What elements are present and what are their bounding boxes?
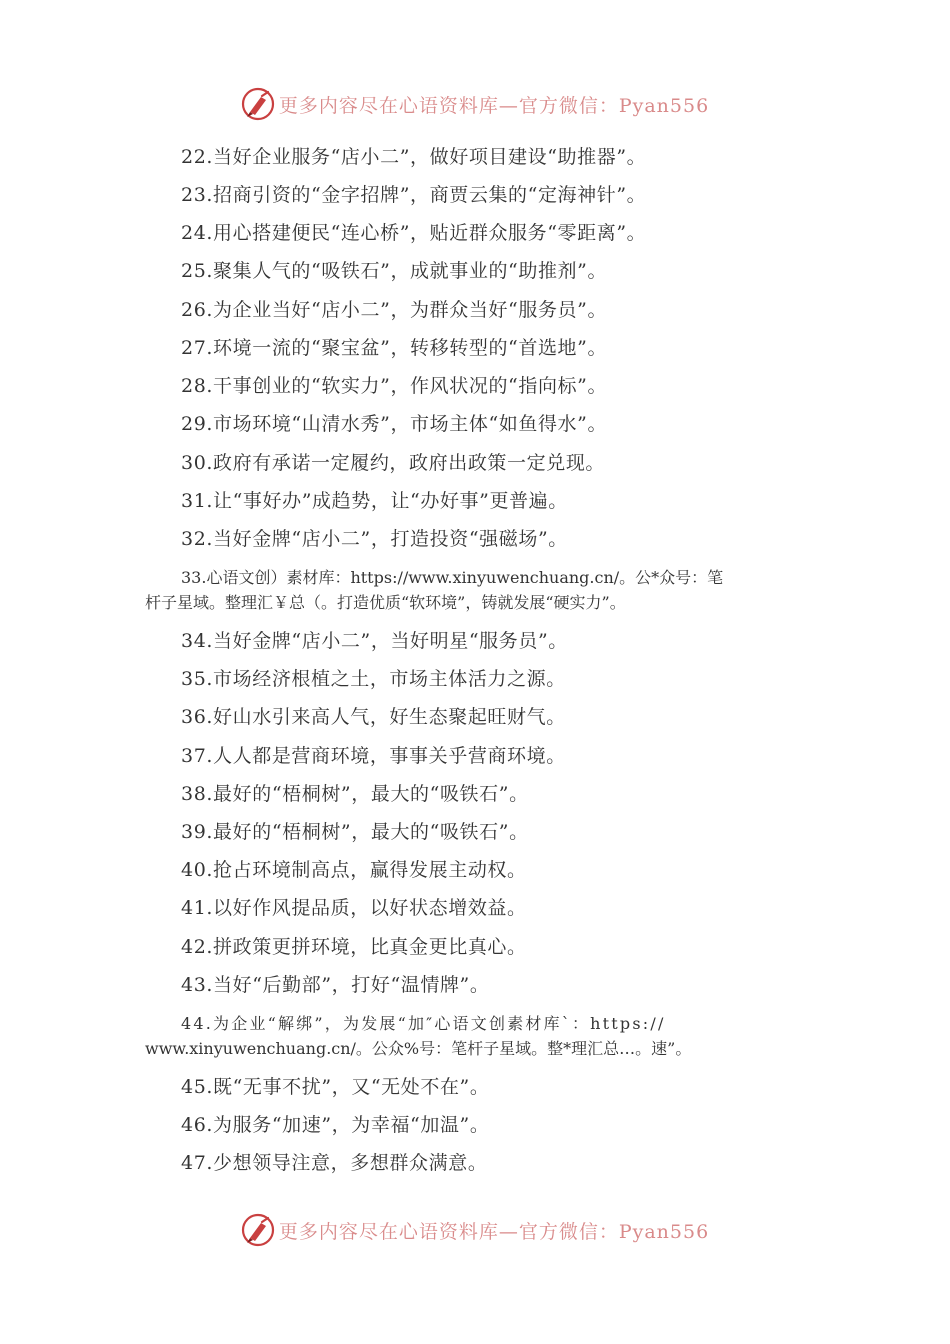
list-item: 24.用心搭建便民“连心桥”，贴近群众服务“零距离”。 bbox=[181, 222, 647, 244]
list-item: 37.人人都是营商环境，事事关乎营商环境。 bbox=[181, 745, 566, 767]
list-item: 45.既“无事不扰”，又“无处不在”。 bbox=[181, 1076, 490, 1098]
list-item: 22.当好企业服务“店小二”，做好项目建设“助推器”。 bbox=[181, 146, 647, 168]
list-item: 23.招商引资的“金字招牌”，商贾云集的“定海神针”。 bbox=[181, 184, 647, 206]
list-item: 34.当好金牌“店小二”，当好明星“服务员”。 bbox=[181, 630, 568, 652]
header-banner bbox=[0, 82, 950, 126]
list-item: 25.聚集人气的“吸铁石”，成就事业的“助推剂”。 bbox=[181, 260, 608, 282]
pen-nib-logo-icon bbox=[241, 1213, 275, 1247]
list-item: 41.以好作风提品质，以好状态增效益。 bbox=[181, 897, 527, 919]
paragraph-44 bbox=[145, 1011, 809, 1061]
list-item: 35.市场经济根植之土，市场主体活力之源。 bbox=[181, 668, 566, 690]
banner-text: 更多内容尽在心语资料库—官方微信：Pyan556 bbox=[278, 1220, 710, 1243]
list-item: 46.为服务“加速”，为幸福“加温”。 bbox=[181, 1114, 490, 1136]
banner-text: 更多内容尽在心语资料库—官方微信：Pyan556 bbox=[278, 94, 710, 117]
list-item: 30.政府有承诺一定履约，政府出政策一定兑现。 bbox=[181, 452, 606, 474]
list-item: 29.市场环境“山清水秀”，市场主体“如鱼得水”。 bbox=[181, 413, 608, 435]
paragraph-33 bbox=[145, 565, 809, 615]
pen-nib-logo-icon bbox=[241, 87, 275, 121]
list-item: 36.好山水引来高人气，好生态聚起旺财气。 bbox=[181, 706, 566, 728]
paragraph-line: www.xinyuwenchuang.cn/。公众%号：笔杆子星域。整*理汇总…。速”。 bbox=[145, 1039, 692, 1058]
list-item: 26.为企业当好“店小二”，为群众当好“服务员”。 bbox=[181, 299, 608, 321]
list-item: 39.最好的“梧桐树”，最大的“吸铁石”。 bbox=[181, 821, 529, 843]
paragraph-line: 33.心语文创）素材库：https://www.xinyuwenchuang.cn/。公*众号：笔 bbox=[181, 568, 724, 587]
paragraph-line: 杆子星域。整理汇￥总（。打造优质“软环境”，铸就发展“硬实力”。 bbox=[145, 593, 626, 612]
list-item: 27.环境一流的“聚宝盆”，转移转型的“首选地”。 bbox=[181, 337, 608, 359]
list-item: 43.当好“后勤部”，打好“温情牌”。 bbox=[181, 974, 490, 996]
list-item: 40.抢占环境制高点，赢得发展主动权。 bbox=[181, 859, 527, 881]
list-item: 31.让“事好办”成趋势，让“办好事”更普遍。 bbox=[181, 490, 568, 512]
list-item: 32.当好金牌“店小二”，打造投资“强磁场”。 bbox=[181, 528, 568, 550]
footer-banner bbox=[0, 1208, 950, 1252]
paragraph-line: 44.为企业“解绑”，为发展“加″心语文创素材库`：https:// bbox=[181, 1014, 666, 1033]
list-item: 42.拼政策更拼环境，比真金更比真心。 bbox=[181, 936, 527, 958]
list-item: 28.干事创业的“软实力”，作风状况的“指向标”。 bbox=[181, 375, 608, 397]
list-item: 38.最好的“梧桐树”，最大的“吸铁石”。 bbox=[181, 783, 529, 805]
list-item: 47.少想领导注意，多想群众满意。 bbox=[181, 1152, 488, 1174]
